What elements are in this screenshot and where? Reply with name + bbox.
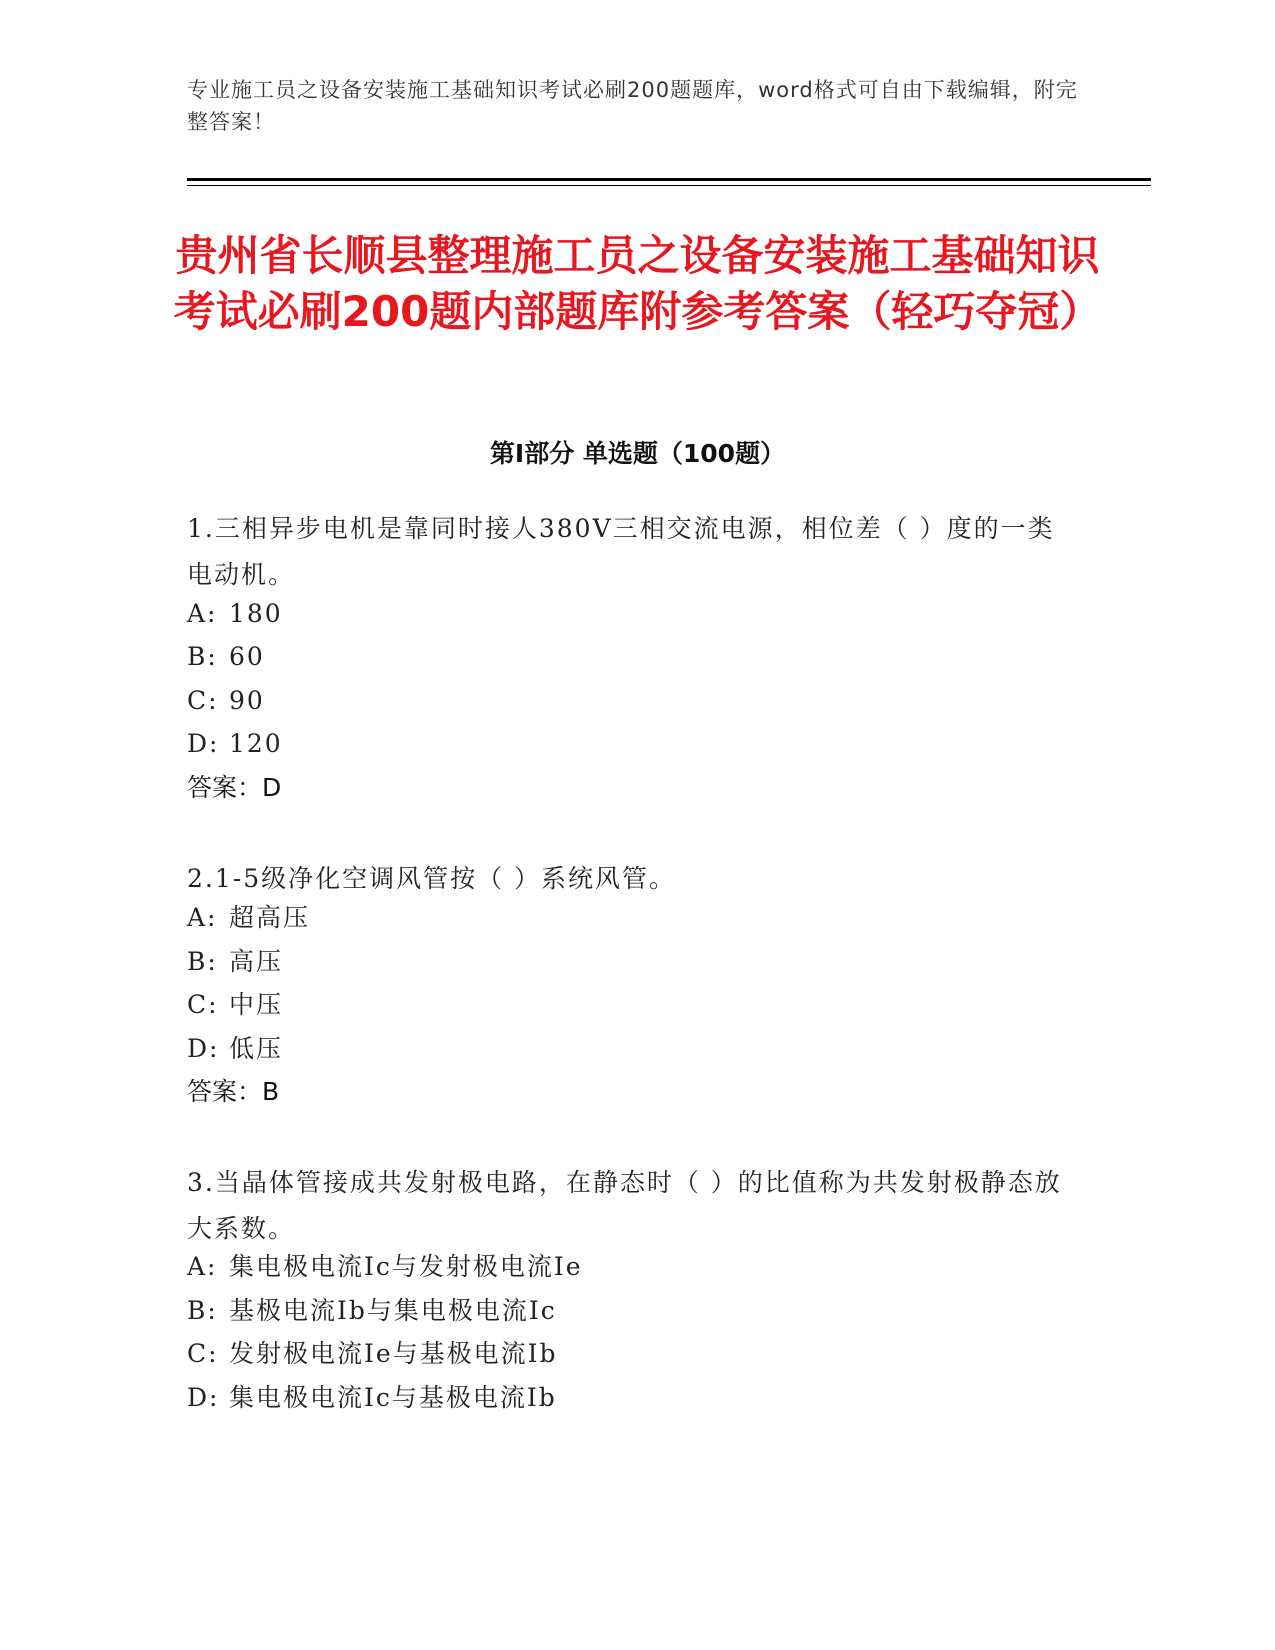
option-d (187, 1031, 1067, 1067)
option-text: 高压 (229, 947, 284, 976)
option-text: 中压 (229, 990, 284, 1019)
option-a (187, 900, 1067, 936)
header-rule-thin (187, 185, 1151, 186)
option-letter: D: (187, 1383, 220, 1412)
option-letter: C: (187, 1339, 219, 1368)
header-note: 专业施工员之设备安装施工基础知识考试必刷200题题库，word格式可自由下载编辑，附完整答案！ (187, 78, 1078, 134)
option-c (187, 683, 1067, 719)
option-a (187, 1249, 1067, 1285)
section-title: 第Ⅰ部分 单选题（100题） (489, 439, 786, 468)
option-c (187, 987, 1067, 1023)
option-letter: A: (187, 599, 218, 628)
option-letter: D: (187, 729, 220, 758)
answer-line: 答案：D (187, 773, 282, 802)
option-letter: C: (187, 686, 219, 715)
option-d (187, 726, 1067, 762)
option-b (187, 639, 1067, 675)
option-letter: B: (187, 1296, 218, 1325)
option-letter: A: (187, 1252, 218, 1281)
option-text: 180 (229, 599, 283, 628)
option-b (187, 944, 1067, 980)
option-letter: B: (187, 947, 218, 976)
option-c (187, 1336, 1067, 1372)
option-text: 超高压 (229, 903, 311, 932)
option-text: 60 (229, 642, 265, 671)
question-text: 2.1-5级净化空调风管按（ ）系统风管。 (187, 864, 677, 893)
option-text: 集电极电流Ic与基极电流Ib (229, 1383, 557, 1412)
option-letter: B: (187, 642, 218, 671)
option-letter: D: (187, 1034, 220, 1063)
option-text: 120 (229, 729, 283, 758)
header-rule-thick (187, 178, 1151, 181)
option-b (187, 1293, 1067, 1329)
option-text: 低压 (229, 1034, 284, 1063)
option-a (187, 596, 1067, 632)
option-letter: A: (187, 903, 218, 932)
option-letter: C: (187, 990, 219, 1019)
question-text: 1.三相异步电机是靠同时接人380V三相交流电源，相位差（ ）度的一类电动机。 (187, 514, 1055, 589)
option-text: 90 (229, 686, 265, 715)
document-title: 贵州省长顺县整理施工员之设备安装施工基础知识考试必刷200题内部题库附参考答案（轻巧夺冠） (173, 231, 1102, 336)
option-text: 集电极电流Ic与发射极电流Ie (229, 1252, 583, 1281)
option-text: 基极电流Ib与集电极电流Ic (229, 1296, 557, 1325)
question-text: 3.当晶体管接成共发射极电路，在静态时（ ）的比值称为共发射极静态放大系数。 (187, 1168, 1062, 1243)
option-text: 发射极电流Ie与基极电流Ib (229, 1339, 558, 1368)
option-d (187, 1380, 1067, 1416)
answer-line: 答案：B (187, 1077, 280, 1106)
